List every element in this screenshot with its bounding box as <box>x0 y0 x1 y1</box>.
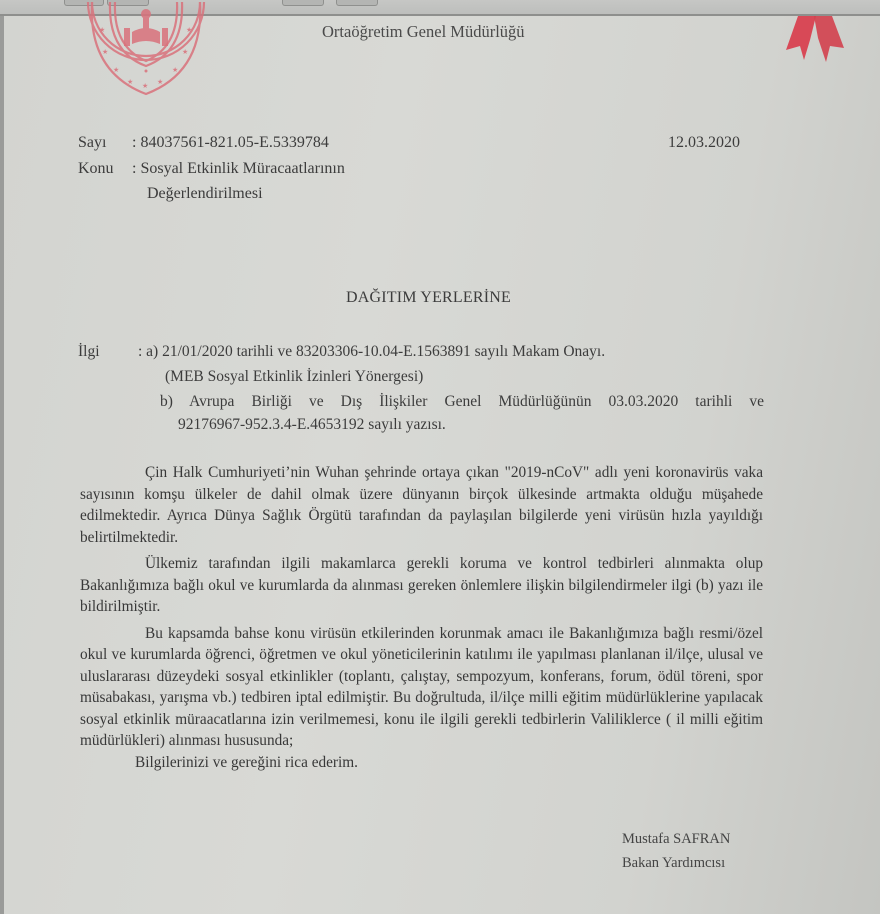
svg-text:★: ★ <box>157 78 164 86</box>
toolbar-button[interactable] <box>282 0 324 6</box>
ilgi-reference-b-continued: 92176967-952.3.4-E.4653192 sayılı yazısı. <box>178 416 446 433</box>
svg-text:★: ★ <box>127 78 134 86</box>
page-edge <box>0 16 4 914</box>
mourning-ribbon-icon <box>784 16 846 64</box>
signatory-name: Mustafa SAFRAN <box>622 831 731 847</box>
sayi-label: Sayı <box>78 134 107 151</box>
body-paragraph-1: Çin Halk Cumhuriyeti’nin Wuhan şehrinde ortaya çıkan "2019-nCoV" adlı yeni koronavirüs vaka sayısının komşu ülkeler de dahil olmak üzere dünyanın birçok ülkesinde artmakta olduğu müşahede edilmektedir. Ayrıca Dünya Sağlık Örgütü tarafından da paylaşılan bilgilerde yeni virüsün hızla yayıldığı belirtilmektedir. <box>80 464 763 546</box>
svg-text:★: ★ <box>102 48 109 56</box>
signatory-title: Bakan Yardımcısı <box>622 855 726 871</box>
ilgi-reference-a-note: (MEB Sosyal Etkinlik İzinleri Yönergesi) <box>165 368 424 385</box>
svg-text:★: ★ <box>186 26 193 34</box>
body-paragraph-3: Bu kapsamda bahse konu virüsün etkilerinden korunmak amacı ile Bakanlığımıza bağlı resmi/özel okul ve kurumlarda öğrenci, öğretmen ve okul yöneticilerinin katılımı ile yapılması planlanan il/ilçe, ulusal ve uluslararası düzeydeki sosyal etkinlikler (toplantı, çalıştay, sempozyum, konferans, forum, ödül töreni, spor müsabakası, yarışma vb.) tedbiren iptal edilmiştir. Bu doğrultuda, il/ilçe milli eğitim müdürlüklerine yapılacak sosyal etkinlik müraacatlarına izin verilmemesi, konu ile ilgili gerekli tedbirlerin Valiliklerce ( il milli eğitim müdürlükleri) alınması hususunda; <box>80 624 763 749</box>
konu-value: : Sosyal Etkinlik Müracaatlarının <box>132 160 345 177</box>
closing-line: Bilgilerinizi ve gereğini rica ederim. <box>135 753 358 771</box>
ilgi-label: İlgi <box>78 343 100 360</box>
svg-text:★: ★ <box>182 48 189 56</box>
body-paragraph-2: Ülkemiz tarafından ilgili makamlarca gerekli koruma ve kontrol tedbirleri alınmakta olup Bakanlığımıza bağlı okul ve kurumlarda da alınması gereken önlemlere ilişkin bilgilendirmeler ilgi (b) yazı ile bildirilmiştir. <box>80 555 763 615</box>
department-title: Ortaöğretim Genel Müdürlüğü <box>322 22 525 41</box>
svg-text:★: ★ <box>99 26 106 34</box>
letter-body <box>80 462 763 773</box>
svg-text:★: ★ <box>142 82 149 90</box>
konu-label: Konu <box>78 160 114 177</box>
recipient-heading: DAĞITIM YERLERİNE <box>346 289 512 306</box>
svg-text:★: ★ <box>113 66 120 74</box>
toolbar-button[interactable] <box>336 0 378 6</box>
sayi-value: : 84037561-821.05-E.5339784 <box>132 134 329 151</box>
document-date: 12.03.2020 <box>668 134 740 151</box>
meb-seal-logo <box>82 2 210 98</box>
ilgi-reference-a: : a) 21/01/2020 tarihli ve 83203306-10.04-E.1563891 sayılı Makam Onayı. <box>138 343 606 360</box>
svg-text:★: ★ <box>172 66 179 74</box>
konu-value-continued: Değerlendirilmesi <box>147 185 263 202</box>
ilgi-reference-b: b) Avrupa Birliği ve Dış İlişkiler Genel Müdürlüğünün 03.03.2020 tarihli ve <box>160 393 764 410</box>
